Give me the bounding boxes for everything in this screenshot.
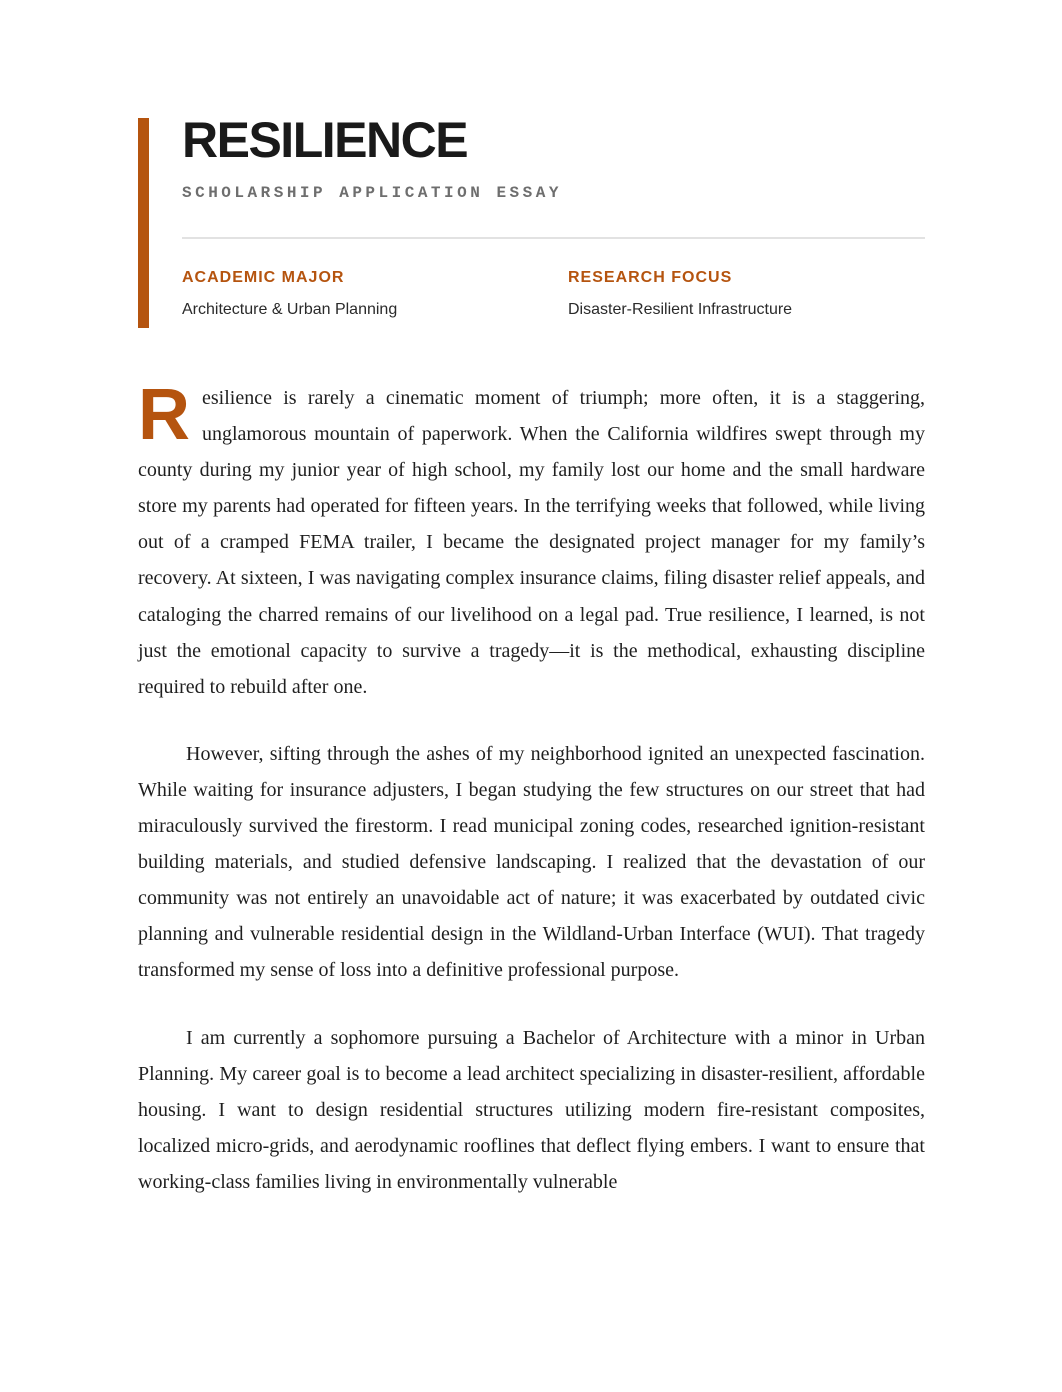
essay-body [138, 375, 925, 1231]
meta-value: Architecture & Urban Planning [182, 301, 398, 318]
meta-research-focus [568, 269, 792, 319]
header-divider [182, 237, 925, 239]
page-subtitle: SCHOLARSHIP APPLICATION ESSAY [182, 184, 562, 202]
essay-paragraph-3: I am currently a sophomore pursuing a Bachelor of Architecture with a minor in Urban Planning. My career goal is to become a lead architect specializing in disaster-resilient, affordable housing. I want to design residential structures utilizing modern fire-resistant composites, localized micro-grids, and aerodynamic rooflines that deflect flying embers. I want to ensure that working-class families living in environmentally vulnerable [138, 1026, 925, 1193]
meta-label: ACADEMIC MAJOR [182, 269, 345, 286]
meta-academic-major [182, 269, 397, 319]
essay-paragraph-1 [138, 375, 925, 705]
accent-bar [138, 118, 149, 328]
meta-value: Disaster-Resilient Infrastructure [568, 301, 793, 318]
paragraph-text: esilience is rarely a cinematic moment of triumph; more often, it is a staggering, unglamorous mountain of paperwork. When the California wildfires swept through my county during my junior year of high school, my family lost our home and the small hardware store my parents had operated for fifteen years. In the terrifying weeks that followed, while living out of a cramped FEMA trailer, I became the designated project manager for my family’s recovery. At sixteen, I was navigating complex insurance claims, filing disaster relief appeals, and cataloging the charred remains of our livelihood on a legal pad. True resilience, I learned, is not just the emotional capacity to survive a tragedy—it is the methodical, exhausting discipline required to rebuild after one. [138, 387, 925, 698]
drop-cap: R [138, 375, 190, 455]
essay-paragraph-2: However, sifting through the ashes of my neighborhood ignited an unexpected fascination. While waiting for insurance adjusters, I began studying the few structures on our street that had miraculously survived the firestorm. I read municipal zoning codes, researched ignition-resistant building materials, and studied defensive landscaping. I realized that the devastation of our community was not entirely an unavoidable act of nature; it was exacerbated by outdated civic planning and vulnerable residential design in the Wildland-Urban Interface (WUI). That tragedy transformed my sense of loss into a definitive professional purpose. [138, 742, 925, 982]
page-title: RESILIENCE [182, 112, 468, 168]
essay-header [138, 112, 925, 328]
meta-label: RESEARCH FOCUS [568, 269, 733, 286]
